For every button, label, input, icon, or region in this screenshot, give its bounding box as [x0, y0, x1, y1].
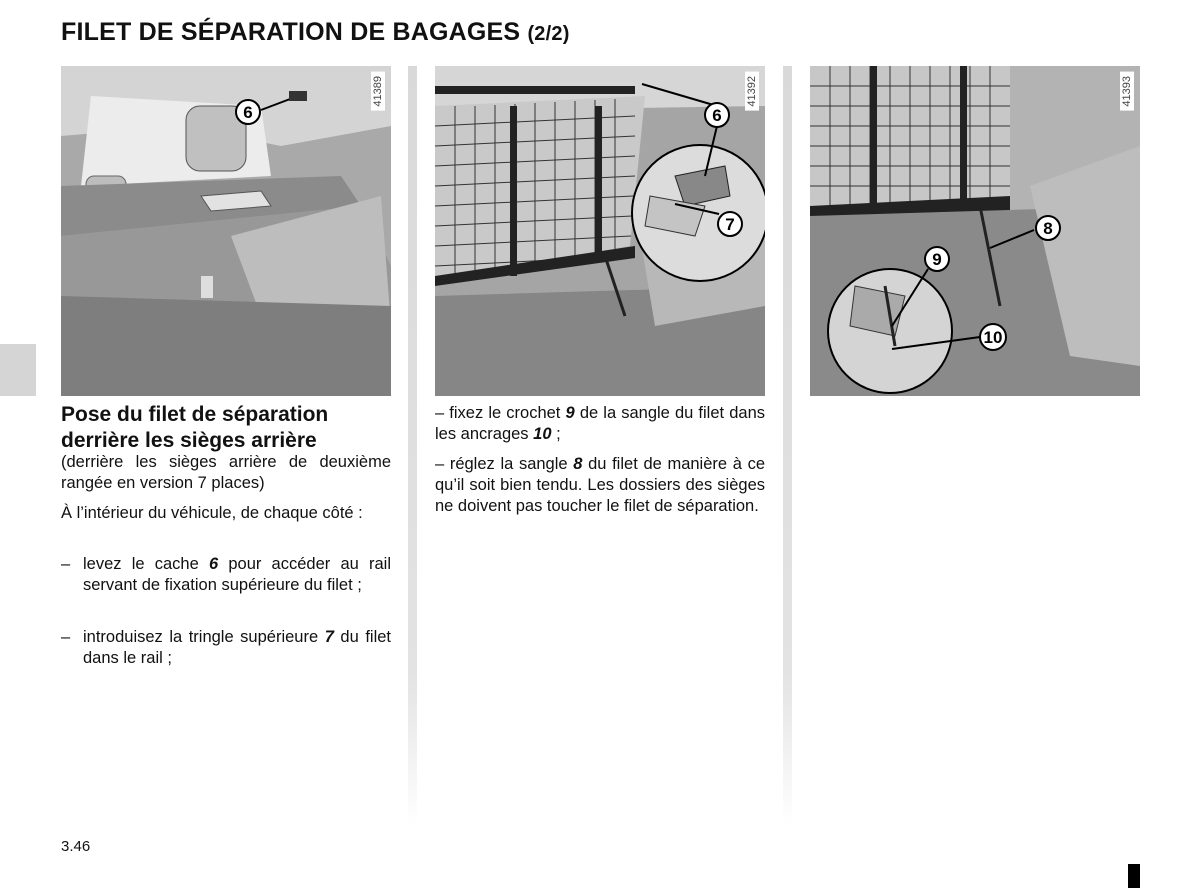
bullet-text — [83, 627, 391, 669]
chapter-tab — [0, 344, 36, 396]
bullet-dash: – — [61, 628, 71, 646]
column-divider-left — [408, 66, 417, 826]
bullet-text — [83, 554, 391, 596]
page-number: 3.46 — [61, 838, 91, 855]
title-suffix: (2/2) — [527, 23, 570, 45]
text-run: – fixez le crochet — [435, 404, 566, 422]
intro-paragraph: À l’intérieur du véhicule, de chaque côté : — [61, 504, 363, 522]
figure-cover-6 — [61, 66, 391, 396]
figure-ref-41393: 41393 — [1120, 72, 1134, 111]
text-run: de la sangle du filet dans les ancrages — [435, 404, 766, 443]
step-strap-paragraph — [435, 454, 765, 517]
bullet-dash: – — [61, 555, 71, 573]
bullet-text-end: pour accéder au rail servant de fixation supérieure du filet ; — [83, 555, 391, 594]
page-edge-marker — [1128, 864, 1140, 888]
text-run: du filet de manière à ce qu’il soit bien tendu. Les dossiers des sièges ne doivent pas toucher le filet de séparation. — [435, 455, 765, 515]
callout-layer-fig2 — [435, 66, 765, 396]
text-run: – réglez la sangle — [435, 455, 574, 473]
figure-ref-41392: 41392 — [745, 72, 759, 111]
figure-ref-41389: 41389 — [371, 72, 385, 111]
callout-layer-fig3 — [810, 66, 1140, 396]
list-item — [61, 554, 391, 596]
bullet-text-end: du filet dans le rail ; — [83, 628, 391, 667]
bullet-text-start: levez le cache — [83, 555, 209, 573]
ref-number: 10 — [533, 425, 552, 443]
section-heading: Pose du filet de séparation derrière les sièges arrière — [61, 403, 329, 452]
callout-9-label: 9 — [932, 250, 942, 269]
ref-number: 8 — [573, 455, 583, 473]
callout-10-label: 10 — [983, 328, 1003, 347]
list-item — [61, 627, 391, 669]
version-note: (derrière les sièges arrière de deuxième rangée en version 7 places) — [61, 453, 391, 492]
text-run: ; — [551, 425, 561, 443]
callout-6-label: 6 — [712, 106, 722, 125]
bullet-text-start: introduisez la tringle supérieure — [83, 628, 325, 646]
figure-strap-8-9-10 — [810, 66, 1140, 396]
title-main: FILET DE SÉPARATION DE BAGAGES — [61, 18, 521, 46]
callout-7-label: 7 — [725, 215, 735, 234]
ref-number: 9 — [565, 404, 575, 422]
ref-number: 6 — [208, 555, 219, 573]
step-hook-paragraph — [435, 403, 765, 445]
page-title — [61, 18, 570, 47]
callout-layer-fig1 — [61, 66, 391, 396]
ref-number: 7 — [324, 628, 334, 646]
callout-6-label: 6 — [243, 103, 253, 122]
column-divider-right — [783, 66, 792, 826]
figure-rail-7 — [435, 66, 765, 396]
callout-8-label: 8 — [1043, 219, 1053, 238]
